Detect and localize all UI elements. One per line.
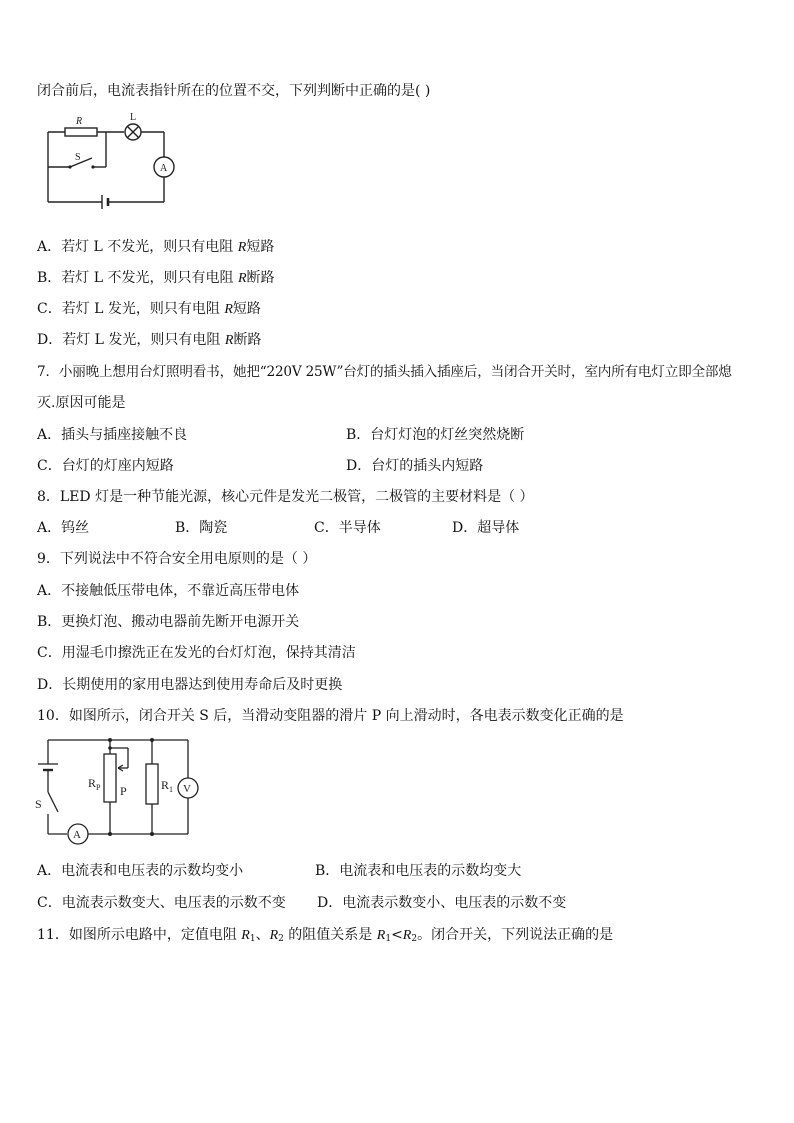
q6-option-b[interactable] — [37, 268, 275, 289]
q6-option-a[interactable] — [37, 237, 274, 258]
q6-option-b-post: 断路 — [246, 270, 275, 286]
q6-option-a-post: 短路 — [246, 239, 275, 255]
q10-fig-label-a: A — [73, 829, 81, 841]
q9-stem: 9．下列说法中不符合安全用电原则的是（ ） — [37, 551, 317, 567]
q10-fig-label-s: S — [35, 797, 42, 811]
q6-option-d-text: D．若灯 L 发光，则只有电阻 — [37, 332, 225, 348]
q11-rel-r2: R — [402, 928, 412, 943]
q6-stem: 闭合前后，电流表指针所在的位置不交，下列判断中正确的是( ) — [37, 83, 431, 99]
q10-option-b[interactable]: B．电流表和电压表的示数均变大 — [315, 863, 522, 879]
q6-option-a-var: R — [237, 240, 247, 255]
q6-option-d-var: R — [224, 333, 234, 348]
q8-option-c[interactable]: C．半导体 — [314, 520, 381, 536]
q11-stem-pre: 11．如图所示电路中，定值电阻 — [37, 927, 242, 943]
q10-option-d[interactable]: D．电流表示数变小、电压表的示数不变 — [317, 895, 567, 911]
q6-option-c-text: C．若灯 L 发光，则只有电阻 — [37, 301, 225, 317]
q6-circuit-diagram — [40, 112, 190, 212]
q11-r2-var: R — [269, 928, 279, 943]
q10-circuit-diagram — [32, 734, 222, 846]
q11-rel-r1: R — [376, 928, 386, 943]
q11-r1-var: R — [241, 928, 250, 943]
q6-option-c[interactable] — [37, 299, 261, 320]
q11-stem-mid: 、 — [255, 927, 270, 943]
q11-stem-mid2: 的阻值关系是 — [283, 927, 377, 943]
svg-text:R1 — [161, 778, 173, 794]
q9-option-b[interactable]: B．更换灯泡、搬动电器前先断开电源开关 — [37, 614, 300, 630]
q6-option-c-var: R — [224, 302, 233, 317]
q9-option-a[interactable]: A．不接触低压带电体，不靠近高压带电体 — [37, 583, 300, 599]
q10-fig-label-rp-sub: P — [96, 783, 101, 792]
q10-stem: 10．如图所示，闭合开关 S 后，当滑动变阻器的滑片 P 向上滑动时，各电表示数变化正确的是 — [37, 708, 624, 724]
q11-stem — [37, 925, 613, 949]
q10-fig-label-r1-sub: 1 — [169, 785, 174, 794]
q10-option-c[interactable]: C．电流表示数变大、电压表的示数不变 — [37, 895, 286, 911]
q6-option-a-text: A．若灯 L 不发光，则只有电阻 — [37, 239, 238, 255]
q10-option-a[interactable]: A．电流表和电压表的示数均变小 — [37, 863, 244, 879]
svg-text:RP — [88, 776, 101, 792]
q10-fig-label-v: V — [183, 783, 191, 795]
q11-r1-sub: 1 — [249, 934, 256, 944]
q10-fig-label-rp: R — [88, 776, 97, 790]
q6-option-d[interactable] — [37, 330, 261, 351]
q8-option-a[interactable]: A．钨丝 — [37, 520, 90, 536]
q8-option-d[interactable]: D．超导体 — [452, 520, 520, 536]
q6-fig-label-a: A — [160, 163, 168, 174]
q6-fig-label-r: R — [76, 116, 83, 127]
q8-stem: 8．LED 灯是一种节能光源，核心元件是发光二极管，二极管的主要材料是（ ） — [37, 489, 534, 505]
q11-stem-post: 。闭合开关，下列说法正确的是 — [417, 927, 614, 943]
q6-fig-label-s: S — [75, 152, 81, 163]
q10-fig-label-r1: R — [161, 778, 170, 792]
q7-option-d[interactable]: D．台灯的插头内短路 — [346, 458, 484, 474]
q7-stem-line1: 7．小丽晚上想用台灯照明看书，她把“220V 25W”台灯的插头插入插座后，当闭合开关时，室内所有电灯立即全部熄 — [37, 364, 732, 380]
q9-option-d[interactable]: D．长期使用的家用电器达到使用寿命后及时更换 — [37, 677, 343, 693]
q11-rel-r2-sub: 2 — [411, 934, 418, 944]
q6-option-d-post: 断路 — [233, 332, 262, 348]
q7-stem-line2: 灭.原因可能是 — [37, 395, 126, 411]
q6-option-b-var: R — [237, 271, 247, 286]
q11-rel-op: < — [391, 927, 403, 943]
q7-option-b[interactable]: B．台灯灯泡的灯丝突然烧断 — [346, 427, 525, 443]
q9-option-c[interactable]: C．用湿毛巾擦洗正在发光的台灯灯泡，保持其清洁 — [37, 645, 356, 661]
q10-fig-label-p: P — [120, 784, 127, 798]
q6-fig-label-l: L — [130, 112, 137, 123]
q6-option-c-post: 短路 — [232, 301, 261, 317]
q7-option-c[interactable]: C．台灯的灯座内短路 — [37, 458, 174, 474]
q11-rel-r1-sub: 1 — [385, 934, 392, 944]
q8-option-b[interactable]: B．陶瓷 — [175, 520, 228, 536]
q6-option-b-text: B．若灯 L 不发光，则只有电阻 — [37, 270, 238, 286]
q7-option-a[interactable]: A．插头与插座接触不良 — [37, 427, 188, 443]
q11-r2-sub: 2 — [278, 934, 284, 944]
